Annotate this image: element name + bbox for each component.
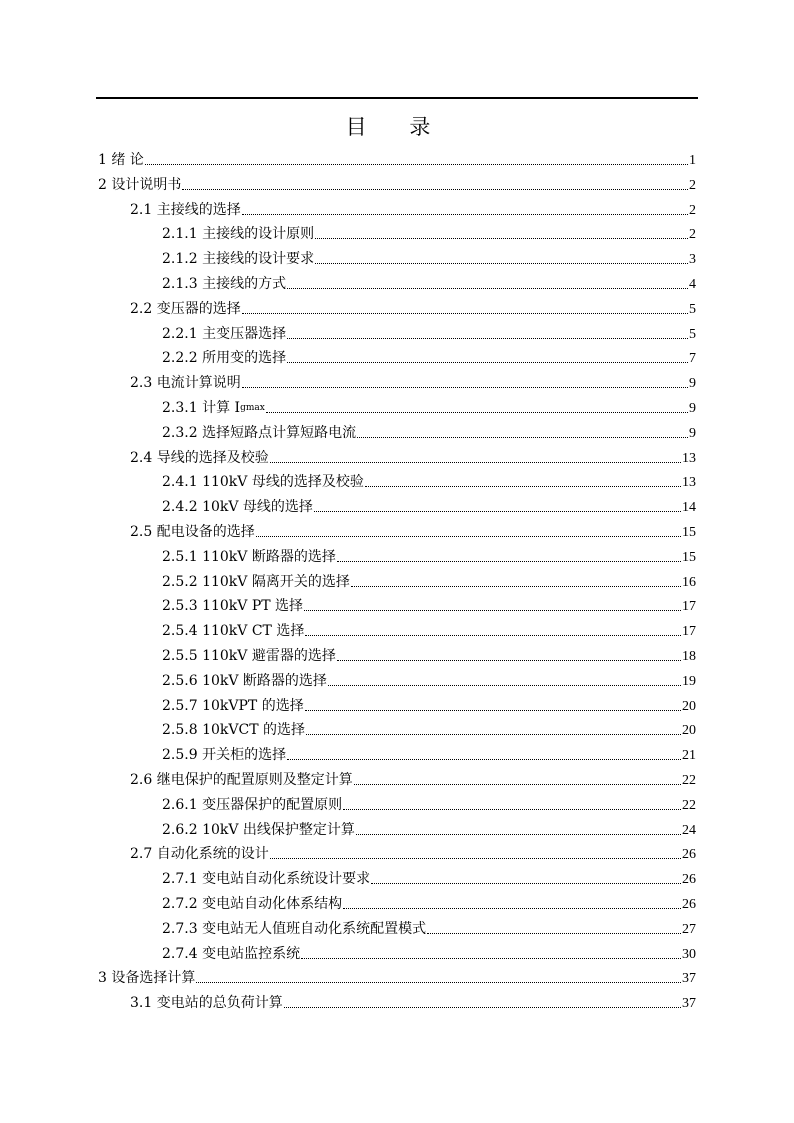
toc-entry-title: 2.5.1 110kV 断路器的选择 <box>162 548 336 565</box>
toc-dot-leader <box>371 883 681 884</box>
toc-dot-leader <box>266 412 688 413</box>
toc-page-number: 4 <box>689 277 696 292</box>
toc-dot-leader <box>365 486 681 487</box>
toc-entry[interactable] <box>0 988 794 1012</box>
toc-dot-leader <box>305 710 681 711</box>
toc-page-number: 2 <box>689 177 696 193</box>
toc-entry-title: 2.6 继电保护的配置原则及整定计算 <box>130 772 353 788</box>
toc-dot-leader <box>270 462 681 463</box>
toc-entry-title: 2.5.4 110kV CT 选择 <box>162 623 305 640</box>
toc-entry-title: 2 设计说明书 <box>98 176 182 193</box>
toc-page-number: 13 <box>682 450 696 466</box>
toc-dot-leader <box>256 536 681 537</box>
toc-entry-title: 2.5 配电设备的选择 <box>130 524 255 540</box>
toc-entry-title: 2.1.2 主接线的设计要求 <box>162 251 315 268</box>
toc-entry[interactable] <box>0 914 794 938</box>
toc-page-number: 27 <box>682 921 696 937</box>
toc-dot-leader <box>315 238 688 239</box>
toc-page-number: 2 <box>689 202 696 218</box>
toc-page-number: 20 <box>682 723 696 739</box>
toc-entry[interactable] <box>0 467 794 491</box>
toc-dot-leader <box>306 734 681 735</box>
toc-entry[interactable] <box>0 319 794 343</box>
toc-entry[interactable] <box>0 492 794 516</box>
toc-dot-leader <box>337 660 681 661</box>
toc-entry[interactable] <box>0 765 794 789</box>
toc-page-number: 26 <box>682 872 696 888</box>
toc-entry-title: 2.7.2 变电站自动化体系结构 <box>162 896 343 912</box>
toc-dot-leader <box>242 214 688 215</box>
toc-entry[interactable] <box>0 740 794 764</box>
toc-dot-leader <box>242 313 688 314</box>
toc-entry[interactable] <box>0 567 794 591</box>
toc-entry-title: 2.2.1 主变压器选择 <box>162 325 287 342</box>
toc-dot-leader <box>242 387 688 388</box>
toc-dot-leader <box>287 288 688 289</box>
toc-page-number: 7 <box>689 351 696 367</box>
toc-entry-title: 2.5.2 110kV 隔离开关的选择 <box>162 573 350 590</box>
toc-page-number: 37 <box>682 971 696 987</box>
toc-dot-leader <box>145 164 688 165</box>
toc-entry[interactable] <box>0 790 794 814</box>
toc-page-number: 5 <box>689 326 696 342</box>
toc-entry-title: 2.1.3 主接线的方式 <box>162 276 287 292</box>
toc-entry-title: 2.7.3 变电站无人值班自动化系统配置模式 <box>162 920 427 937</box>
toc-dot-leader <box>304 610 681 611</box>
toc-entry[interactable] <box>0 343 794 367</box>
toc-entry[interactable] <box>0 195 794 219</box>
toc-dot-leader <box>315 263 688 264</box>
toc-page-number: 26 <box>682 897 696 912</box>
toc-page-number: 3 <box>689 252 696 268</box>
toc-dot-leader <box>287 759 681 760</box>
toc-entry[interactable] <box>0 244 794 268</box>
toc-entry[interactable] <box>0 517 794 541</box>
toc-entry-title: 2.7 自动化系统的设计 <box>130 846 269 863</box>
toc-entry[interactable] <box>0 269 794 293</box>
toc-entry[interactable] <box>0 591 794 615</box>
toc-entry[interactable] <box>0 864 794 888</box>
toc-dot-leader <box>343 809 681 810</box>
toc-page-number: 17 <box>682 624 696 640</box>
toc-page-number: 1 <box>689 153 696 168</box>
toc-page-number: 15 <box>682 525 696 540</box>
toc-dot-leader <box>354 784 681 785</box>
toc-dot-leader <box>427 933 681 934</box>
toc-dot-leader <box>287 338 688 339</box>
toc-page-number: 15 <box>682 549 696 565</box>
toc-entry[interactable] <box>0 666 794 690</box>
toc-entry-title: 2.5.5 110kV 避雷器的选择 <box>162 648 336 664</box>
toc-entry[interactable] <box>0 715 794 739</box>
toc-entry[interactable] <box>0 219 794 243</box>
toc-entry-title: 2.5.9 开关柜的选择 <box>162 747 287 764</box>
toc-entry[interactable] <box>0 443 794 467</box>
toc-dot-leader <box>270 858 681 859</box>
toc-entry[interactable] <box>0 641 794 665</box>
toc-entry-title: 2.2.2 所用变的选择 <box>162 350 287 367</box>
toc-entry-title: 3.1 变电站的总负荷计算 <box>130 995 283 1012</box>
toc-dot-leader <box>196 982 681 983</box>
toc-page-number: 24 <box>682 822 696 838</box>
toc-dot-leader <box>356 834 681 835</box>
toc-page-number: 19 <box>682 673 696 689</box>
toc-page-number: 26 <box>682 847 696 863</box>
toc-page-number: 22 <box>682 773 696 788</box>
toc-entry[interactable] <box>0 368 794 392</box>
toc-entry-title: 2.1.1 主接线的设计原则 <box>162 226 315 243</box>
toc-dot-leader <box>337 561 681 562</box>
toc-entry-title: 2.3.1 计算 I <box>162 400 241 416</box>
toc-entry[interactable] <box>0 393 794 417</box>
header-rule <box>96 97 698 99</box>
toc-entry-title: 2.2 变压器的选择 <box>130 300 241 317</box>
toc-entry[interactable] <box>0 616 794 640</box>
toc-dot-leader <box>314 511 681 512</box>
toc-entry-title: 2.3.2 选择短路点计算短路电流 <box>162 424 357 441</box>
toc-entry[interactable] <box>0 815 794 839</box>
toc-entry-title: 2.5.8 10kVCT 的选择 <box>162 722 305 739</box>
toc-dot-leader <box>284 1007 681 1008</box>
toc-page-number: 14 <box>682 500 696 516</box>
toc-dot-leader <box>357 437 688 438</box>
toc-entry-title: 2.4.2 10kV 母线的选择 <box>162 499 313 516</box>
toc-dot-leader <box>287 362 688 363</box>
toc-entry-title: 2.4.1 110kV 母线的选择及校验 <box>162 474 364 491</box>
toc-entry-title: 2.4 导线的选择及校验 <box>130 449 269 466</box>
toc-page-number: 37 <box>682 996 696 1012</box>
toc-entry[interactable] <box>0 889 794 913</box>
toc-entry[interactable] <box>0 418 794 442</box>
toc-entry-title: 2.5.6 10kV 断路器的选择 <box>162 672 327 689</box>
toc-entry[interactable] <box>0 170 794 194</box>
toc-entry-title: 2.7.1 变电站自动化系统设计要求 <box>162 871 371 888</box>
toc-page-number: 16 <box>682 574 696 590</box>
toc-entry[interactable] <box>0 542 794 566</box>
toc-entry-subscript: gmax <box>240 403 265 413</box>
toc-dot-leader <box>305 635 681 636</box>
toc-entry[interactable] <box>0 939 794 963</box>
toc-page-number: 17 <box>682 599 696 615</box>
toc-entry-title: 2.7.4 变电站监控系统 <box>162 945 301 962</box>
toc-entry-title: 2.5.3 110kV PT 选择 <box>162 598 304 615</box>
toc-page-number: 22 <box>682 797 696 813</box>
toc-entry-title: 1 绪 论 <box>98 152 144 168</box>
toc-page-number: 13 <box>682 475 696 491</box>
toc-page-number: 9 <box>689 376 696 392</box>
toc-page-number: 21 <box>682 748 696 764</box>
toc-entry-title: 2.5.7 10kVPT 的选择 <box>162 697 304 714</box>
toc-page-number: 18 <box>682 649 696 664</box>
toc-page-number: 2 <box>689 227 696 243</box>
toc-entry[interactable] <box>0 839 794 863</box>
toc-dot-leader <box>328 685 681 686</box>
toc-dot-leader <box>182 189 688 190</box>
toc-dot-leader <box>301 958 681 959</box>
toc-page-number: 5 <box>689 301 696 317</box>
toc-dot-leader <box>351 586 681 587</box>
toc-dot-leader <box>343 908 681 909</box>
page-title: 目 录 <box>345 115 449 139</box>
toc-page-number: 9 <box>689 401 696 416</box>
toc-entry-title: 3 设备选择计算 <box>98 970 196 987</box>
toc-entry[interactable] <box>0 691 794 715</box>
toc-entry[interactable] <box>0 963 794 987</box>
toc-page-number: 30 <box>682 946 696 962</box>
toc-entry-title: 2.3 电流计算说明 <box>130 375 241 392</box>
toc-page-number: 9 <box>689 425 696 441</box>
toc-entry-title: 2.6.2 10kV 出线保护整定计算 <box>162 821 355 838</box>
toc-entry[interactable] <box>0 294 794 318</box>
toc-page-number: 20 <box>682 698 696 714</box>
toc-entry-title: 2.6.1 变压器保护的配置原则 <box>162 796 343 813</box>
toc-entry[interactable] <box>0 145 794 169</box>
toc-entry-title: 2.1 主接线的选择 <box>130 201 241 218</box>
